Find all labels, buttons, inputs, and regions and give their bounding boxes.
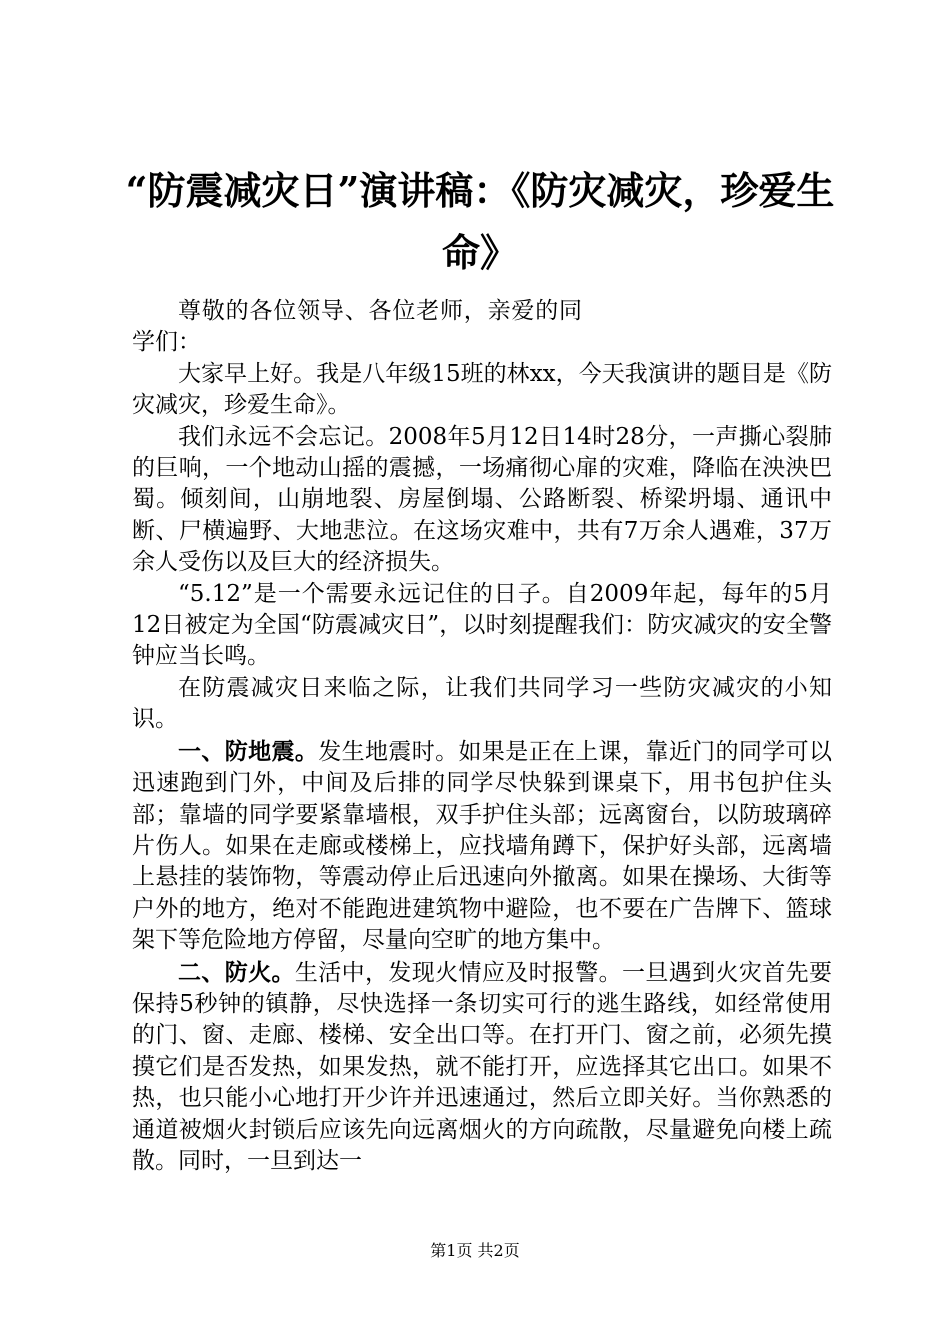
section-earthquake (132, 736, 832, 957)
paragraph-intro: 大家早上好。我是八年级15班的林xx，今天我演讲的题目是《防灾减灾，珍爱生命》。 (132, 360, 832, 419)
section-earthquake-heading: 一、防地震。 (178, 737, 319, 765)
paragraph-disaster-day: “5.12”是一个需要永远记住的日子。自2009年起，每年的5月12日被定为全国“防震减灾日”，以时刻提醒我们：防灾减灾的安全警钟应当长鸣。 (132, 580, 832, 670)
section-fire-heading: 二、防火。 (178, 958, 295, 986)
page-footer: 第1页 共2页 (430, 1241, 520, 1260)
section-fire (132, 957, 832, 1178)
section-earthquake-text: 发生地震时。如果是正在上课，靠近门的同学可以迅速跑到门外，中间及后排的同学尽快躲到课桌下，用书包护住头部；靠墙的同学要紧靠墙根，双手护住头部；远离窗台，以防玻璃碎片伤人。如果在走廊或楼梯上，应找墙角蹲下，保护好头部，远离墙上悬挂的装饰物，等震动停止后迅速向外撤离。如果在操场、大街等户外的地方，绝对不能跑进建筑物中避险，也不要在广告牌下、篮球架下等危险地方停留，尽量向空旷的地方集中。 (132, 738, 833, 954)
paragraph-knowledge: 在防震减灾日来临之际，让我们共同学习一些防灾减灾的小知识。 (132, 674, 832, 733)
section-fire-text: 生活中，发现火情应及时报警。一旦遇到火灾首先要保持5秒钟的镇静，尽快选择一条切实可行的逃生路线，如经常使用的门、窗、走廊、楼梯、安全出口等。在打开门、窗之前，必须先摸摸它们是否发热，如果发热，就不能打开，应选择其它出口。如果不热，也只能小心地打开少许并迅速通过，然后立即关好。当你熟悉的通道被烟火封锁后应该先向远离烟火的方向疏散，尽量避免向楼上疏散。同时，一旦到达一 (132, 959, 833, 1174)
paragraph-memory: 我们永远不会忘记。2008年5月12日14时28分，一声撕心裂肺的巨响，一个地动山摇的震撼，一场痛彻心扉的灾难，降临在泱泱巴蜀。倾刻间，山崩地裂、房屋倒塌、公路断裂、桥梁坍塌、通讯中断、尸横遍野、大地悲泣。在这场灾难中，共有7万余人遇难，37万余人受伤以及巨大的经济损失。 (132, 423, 832, 576)
document-title: “防震减灾日”演讲稿：《防灾减灾，珍爱生命》 (125, 168, 835, 275)
salutation: 尊敬的各位领导、各位老师，亲爱的同学们： (132, 298, 582, 356)
document-body (132, 296, 832, 1177)
